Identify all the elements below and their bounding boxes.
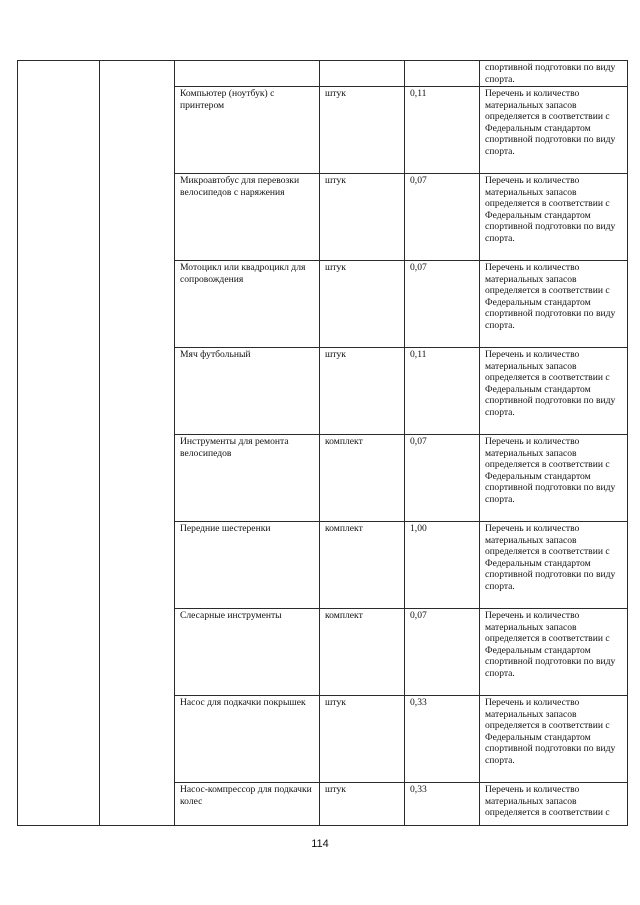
unit-cell: штук — [320, 783, 405, 826]
unit-cell: комплект — [320, 435, 405, 522]
note-cell: Перечень и количество материальных запасов определяется в соответствии с Федеральным стандартом спортивной подготовки по виду спорта. — [480, 609, 628, 696]
name-cell: Инструменты для ремонта велосипедов — [175, 435, 320, 522]
qty-cell: 0,33 — [405, 696, 480, 783]
qty-cell: 0,07 — [405, 261, 480, 348]
name-cell: Мотоцикл или квадроцикл для сопровождения — [175, 261, 320, 348]
unit-cell: комплект — [320, 522, 405, 609]
name-cell: Насос для подкачки покрышек — [175, 696, 320, 783]
unit-cell: комплект — [320, 609, 405, 696]
name-cell: Компьютер (ноутбук) с принтером — [175, 87, 320, 174]
name-cell: Передние шестеренки — [175, 522, 320, 609]
unit-cell: штук — [320, 87, 405, 174]
qty-cell: 0,07 — [405, 435, 480, 522]
qty-cell — [405, 61, 480, 87]
name-cell: Микроавтобус для перевозки велосипедов с наряжения — [175, 174, 320, 261]
col-2-cell — [100, 61, 175, 826]
note-cell: спортивной подготовки по виду спорта. — [480, 61, 628, 87]
name-cell: Насос-компрессор для подкачки колес — [175, 783, 320, 826]
qty-cell: 0,07 — [405, 609, 480, 696]
qty-cell: 0,33 — [405, 783, 480, 826]
note-cell: Перечень и количество материальных запасов определяется в соответствии с Федеральным стандартом спортивной подготовки по виду спорта. — [480, 435, 628, 522]
qty-cell: 0,07 — [405, 174, 480, 261]
note-cell: Перечень и количество материальных запасов определяется в соответствии с Федеральным стандартом спортивной подготовки по виду спорта. — [480, 522, 628, 609]
qty-cell: 0,11 — [405, 87, 480, 174]
equipment-table — [17, 60, 628, 826]
unit-cell: штук — [320, 174, 405, 261]
qty-cell: 1,00 — [405, 522, 480, 609]
table-row-continuation — [18, 61, 628, 87]
page-number: 114 — [311, 838, 329, 850]
unit-cell — [320, 61, 405, 87]
name-cell: Мяч футбольный — [175, 348, 320, 435]
unit-cell: штук — [320, 696, 405, 783]
note-cell: Перечень и количество материальных запасов определяется в соответствии с Федеральным стандартом спортивной подготовки по виду спорта. — [480, 261, 628, 348]
note-cell: Перечень и количество материальных запасов определяется в соответствии с Федеральным стандартом спортивной подготовки по виду спорта. — [480, 87, 628, 174]
unit-cell: штук — [320, 261, 405, 348]
unit-cell: штук — [320, 348, 405, 435]
note-cell: Перечень и количество материальных запасов определяется в соответствии с Федеральным стандартом спортивной подготовки по виду спорта. — [480, 696, 628, 783]
name-cell: Слесарные инструменты — [175, 609, 320, 696]
note-cell: Перечень и количество материальных запасов определяется в соответствии с Федеральным стандартом спортивной подготовки по виду спорта. — [480, 174, 628, 261]
note-cell: Перечень и количество материальных запасов определяется в соответствии с Федеральным стандартом спортивной подготовки по виду спорта. — [480, 348, 628, 435]
col-1-cell — [18, 61, 100, 826]
qty-cell: 0,11 — [405, 348, 480, 435]
name-cell — [175, 61, 320, 87]
note-cell: Перечень и количество материальных запасов определяется в соответствии с — [480, 783, 628, 826]
